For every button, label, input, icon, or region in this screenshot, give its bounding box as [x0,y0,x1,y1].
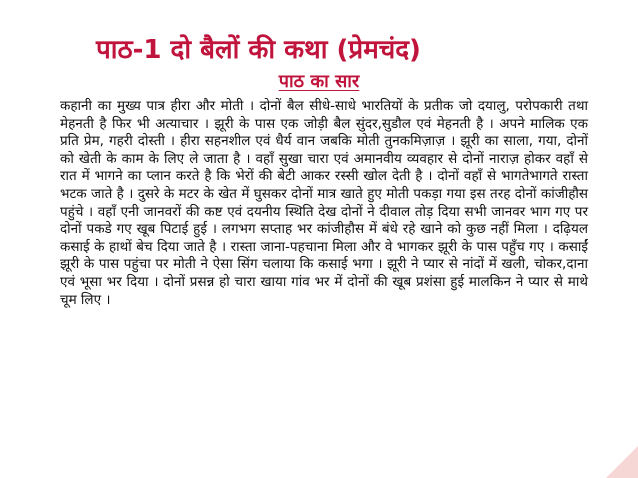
summary-paragraph: कहानी का मुख्य पात्र हीरा और मोती । दोनों बैल सीधे-साधे भारतियों के प्रतीक जो दयालु, परोपकारी तथा मेहनती है फिर भी अत्याचार । झूरी के पास एक जोड़ी बैल सुंदर,सुडौल एवं मेहनती है । अपने मालिक एक प्रति प्रेम, गहरी दोस्ती । हीरा सहनशील एवं धैर्य वान जबकि मोती तुनकमिज़ाज़ । झूरी का साला, गया, दोनों को खेती के काम के लिए ले जाता है । वहाँ सुखा चारा एवं अमानवीय व्यवहार से दोनों नाराज़ होकर वहाँ से रात में भागने का प्लान करते है कि भेरों की बेटी आकर रस्सी खोल देती है । दोनों वहाँ से भागतेभागते रास्ता भटक जाते है । दुसरे के मटर के खेत में घुसकर दोनों मात्र खाते हुए मोती पकड़ा गया इस तरह दोनों कांजीहौस पहुंचे । वहाँ एनी जानवरों की कष्ट एवं दयनीय स्थिति देख दोनों ने दीवाल तोड़ दिया सभी जानवर भाग गए पर दोनों पकडे गए खूब पिटाई हुई । लगभग सप्ताह भर कांजीहौस में बंधे रहे खाने को कुछ नहीं मिला । दढ़ियल कसाई के हाथों बेच दिया जाते है । रास्ता जाना-पहचाना मिला और वे भागकर झूरी के पास पहुँच गए । कसाईं झूरी के पास पहुंचा पर मोती ने ऐसा सिंग चलाया कि कसाई भगा । झूरी ने प्यार से नांदों में खली, चोकर,दाना एवं भूसा भर दिया । दोनों प्रसन्न हो चारा खाया गांव भर में दोनों की खूब प्रशंसा हुई मालकिन ने प्यार से माथे चूम लिए । [60,98,588,308]
lesson-title: पाठ-1 दो बैलों की कथा (प्रेमचंद) [96,35,421,65]
summary-heading: पाठ का सार [278,71,360,92]
corner-decoration [606,446,638,478]
